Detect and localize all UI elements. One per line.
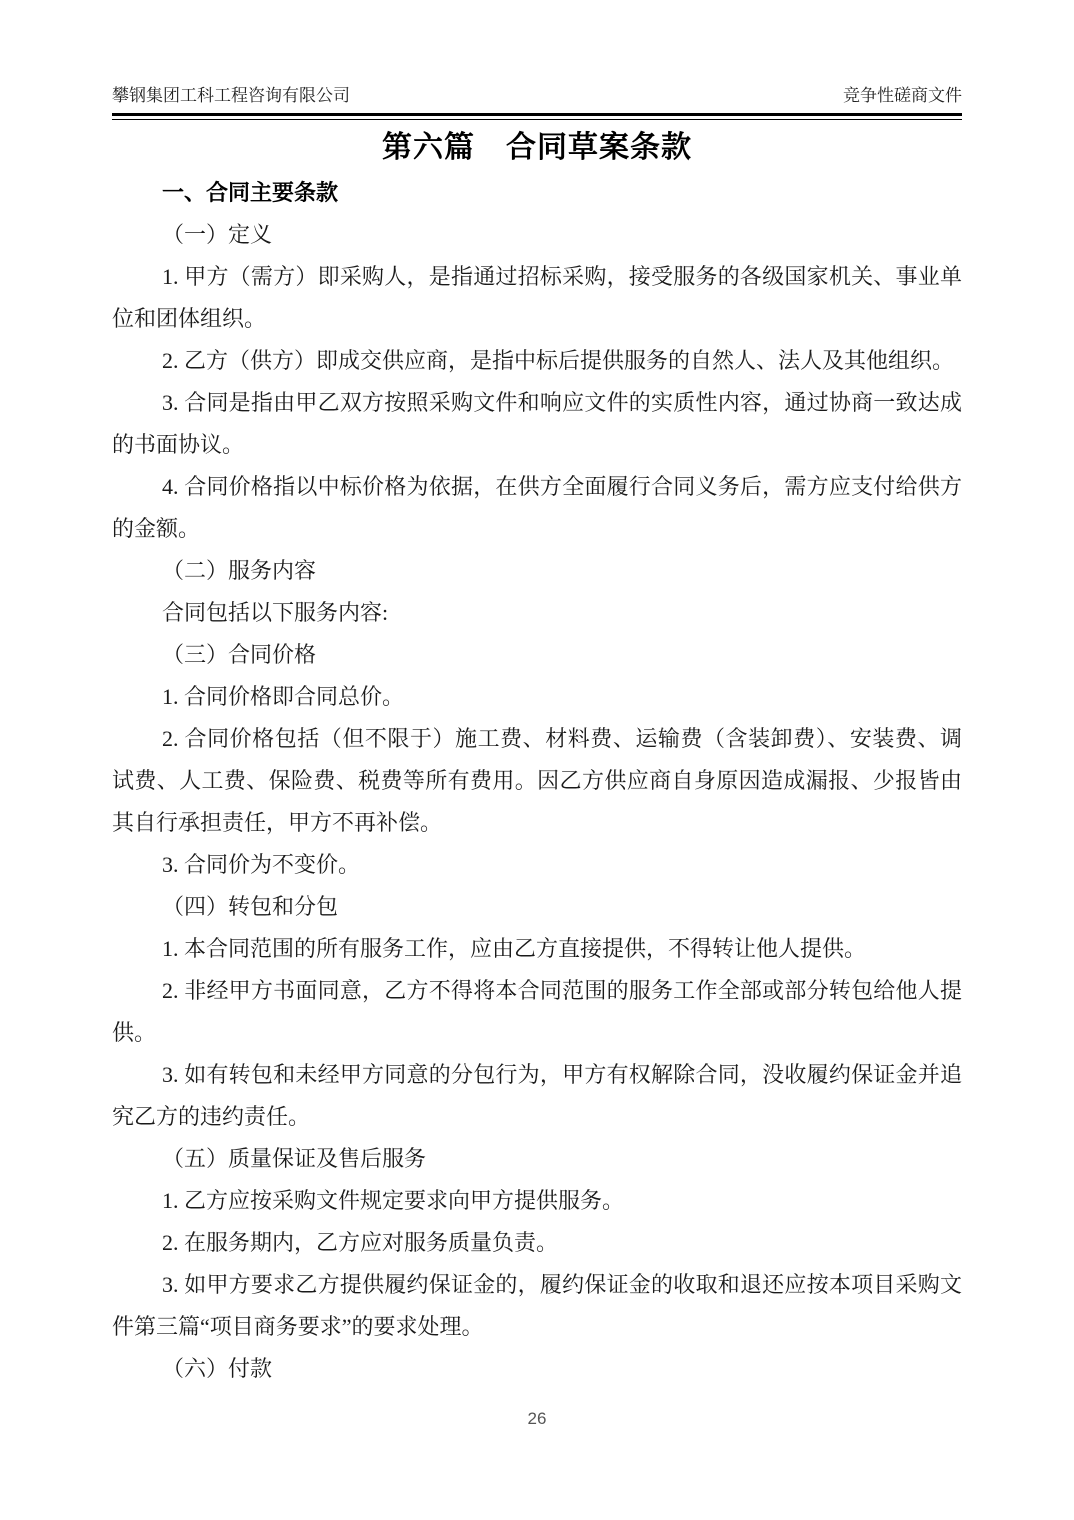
paragraph: 4. 合同价格指以中标价格为依据，在供方全面履行合同义务后，需方应支付给供方的金额。 [112, 474, 962, 541]
paragraph: （四）转包和分包 [162, 894, 339, 919]
paragraph: （五）质量保证及售后服务 [162, 1146, 427, 1171]
paragraph: （六）付款 [162, 1356, 273, 1381]
paragraph: 3. 如甲方要求乙方提供履约保证金的，履约保证金的收取和退还应按本项目采购文件第三篇“项目商务要求”的要求处理。 [112, 1272, 962, 1339]
paragraph: 合同包括以下服务内容: [162, 600, 389, 625]
paragraph: 1. 合同价格即合同总价。 [162, 684, 405, 709]
page-header [112, 84, 962, 107]
paragraph: 3. 如有转包和未经甲方同意的分包行为，甲方有权解除合同，没收履约保证金并追究乙方的违约责任。 [112, 1062, 962, 1129]
paragraph: （三）合同价格 [162, 642, 317, 667]
page-footer [0, 1408, 1074, 1430]
paragraph: 3. 合同价为不变价。 [162, 852, 361, 877]
paragraph: 2. 非经甲方书面同意，乙方不得将本合同范围的服务工作全部或部分转包给他人提供。 [112, 978, 962, 1045]
paragraph: 3. 合同是指由甲乙双方按照采购文件和响应文件的实质性内容，通过协商一致达成的书面协议。 [112, 390, 962, 457]
page-number: 26 [527, 1409, 547, 1428]
document-body [112, 172, 962, 1390]
paragraph: 1. 本合同范围的所有服务工作，应由乙方直接提供，不得转让他人提供。 [162, 936, 867, 961]
paragraph: 2. 合同价格包括（但不限于）施工费、材料费、运输费（含装卸费）、安装费、调试费、人工费、保险费、税费等所有费用。因乙方供应商自身原因造成漏报、少报皆由其自行承担责任，甲方不再补偿。 [112, 726, 962, 835]
paragraph: 1. 乙方应按采购文件规定要求向甲方提供服务。 [162, 1188, 625, 1213]
header-rule [112, 113, 962, 120]
paragraph: 2. 在服务期内，乙方应对服务质量负责。 [162, 1230, 559, 1255]
paragraph: （二）服务内容 [162, 558, 317, 583]
section-heading: 一、合同主要条款 [162, 180, 339, 205]
paragraph: 1. 甲方（需方）即采购人，是指通过招标采购，接受服务的各级国家机关、事业单位和团体组织。 [112, 264, 962, 331]
paragraph: 2. 乙方（供方）即成交供应商，是指中标后提供服务的自然人、法人及其他组织。 [162, 348, 955, 373]
header-document-type: 竞争性磋商文件 [843, 86, 962, 105]
header-company-name: 攀钢集团工科工程咨询有限公司 [112, 86, 350, 105]
page-title: 第六篇 合同草案条款 [382, 131, 692, 164]
paragraph: （一）定义 [162, 222, 273, 247]
